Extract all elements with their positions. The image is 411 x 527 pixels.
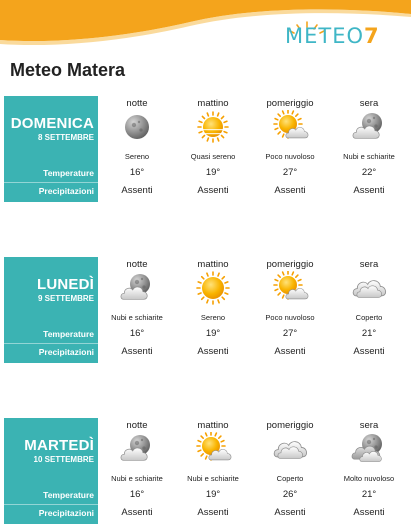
period-label: sera	[359, 98, 379, 109]
precipitation-value: Assenti	[353, 346, 385, 357]
forecast-slot-mattino	[175, 257, 251, 363]
day-name: LUNEDÌ	[36, 276, 94, 293]
condition-text: Coperto	[355, 313, 383, 322]
temperature-value: 21°	[361, 489, 377, 500]
condition-text: Nubi e schiarite	[343, 152, 395, 161]
condition-text: Coperto	[276, 474, 304, 483]
precipitation-value: Assenti	[274, 185, 306, 196]
precipitation-value: Assenti	[197, 507, 229, 518]
precipitation-value: Assenti	[121, 185, 153, 196]
condition-text: Poco nuvoloso	[265, 313, 315, 322]
precipitation-value: Assenti	[121, 507, 153, 518]
temperature-value: 27°	[282, 167, 298, 178]
cloud-icon	[350, 271, 388, 305]
temperature-value: 19°	[205, 167, 221, 178]
temperature-label: Temperature	[43, 490, 94, 500]
precipitation-label: Precipitazioni	[38, 347, 94, 357]
temperature-value: 16°	[129, 328, 145, 339]
temperature-value: 27°	[282, 328, 298, 339]
day-label-panel	[4, 96, 98, 202]
header	[0, 0, 411, 50]
sun-cloud-icon	[271, 271, 309, 305]
forecast-slot-notte	[99, 96, 175, 202]
period-label: pomeriggio	[266, 259, 314, 270]
condition-text: Nubi e schiarite	[111, 474, 163, 483]
temperature-value: 19°	[205, 489, 221, 500]
day-block	[0, 96, 411, 202]
day-label-panel	[4, 257, 98, 363]
period-label: sera	[359, 259, 379, 270]
moon-clear-icon	[118, 110, 156, 144]
temperature-value: 26°	[282, 489, 298, 500]
forecast-slot-sera	[331, 257, 407, 363]
period-label: notte	[126, 420, 148, 431]
sun-hazy-icon	[194, 110, 232, 144]
precipitation-value: Assenti	[197, 185, 229, 196]
day-date: 8 SETTEMBRE	[37, 133, 94, 142]
forecast-slot-mattino	[175, 96, 251, 202]
period-label: mattino	[197, 98, 229, 109]
precipitation-label: Precipitazioni	[38, 508, 94, 518]
temperature-label: Temperature	[43, 329, 94, 339]
condition-text: Nubi e schiarite	[111, 313, 163, 322]
period-label: sera	[359, 420, 379, 431]
precipitation-value: Assenti	[353, 507, 385, 518]
page-title: Meteo Matera	[10, 60, 126, 80]
forecast-slot-sera	[331, 418, 407, 524]
forecast-slot-pomeriggio	[252, 418, 328, 524]
sun-icon	[194, 271, 232, 305]
precipitation-value: Assenti	[353, 185, 385, 196]
moon-heavy-cloud-icon	[350, 432, 388, 466]
forecast-slot-notte	[99, 418, 175, 524]
forecast-slot-pomeriggio	[252, 257, 328, 363]
logo-text-main: METEO	[285, 24, 365, 48]
day-name: DOMENICA	[10, 115, 94, 132]
period-label: mattino	[197, 259, 229, 270]
row-divider	[4, 182, 98, 183]
period-label: pomeriggio	[266, 98, 314, 109]
day-label-panel	[4, 418, 98, 524]
logo-text-seven: 7	[364, 24, 380, 48]
condition-text: Nubi e schiarite	[187, 474, 239, 483]
condition-text: Molto nuvoloso	[343, 474, 395, 483]
day-block	[0, 418, 411, 524]
sun-cloud-icon	[271, 110, 309, 144]
precipitation-value: Assenti	[121, 346, 153, 357]
cloud-icon	[271, 432, 309, 466]
day-date: 10 SETTEMBRE	[33, 455, 94, 464]
forecast-slot-mattino	[175, 418, 251, 524]
day-date: 9 SETTEMBRE	[37, 294, 94, 303]
temperature-value: 16°	[129, 167, 145, 178]
period-label: pomeriggio	[266, 420, 314, 431]
moon-cloud-icon	[118, 432, 156, 466]
precipitation-value: Assenti	[274, 346, 306, 357]
temperature-value: 19°	[205, 328, 221, 339]
precipitation-label: Precipitazioni	[38, 186, 94, 196]
logo-text	[285, 24, 380, 48]
temperature-value: 16°	[129, 489, 145, 500]
forecast-slot-pomeriggio	[252, 96, 328, 202]
temperature-value: 22°	[361, 167, 377, 178]
temperature-value: 21°	[361, 328, 377, 339]
condition-text: Poco nuvoloso	[265, 152, 315, 161]
period-label: notte	[126, 259, 148, 270]
forecast-slot-notte	[99, 257, 175, 363]
condition-text: Sereno	[200, 313, 226, 322]
precipitation-value: Assenti	[197, 346, 229, 357]
condition-text: Quasi sereno	[190, 152, 236, 161]
period-label: notte	[126, 98, 148, 109]
period-label: mattino	[197, 420, 229, 431]
sun-cloud-icon	[194, 432, 232, 466]
day-block	[0, 257, 411, 363]
row-divider	[4, 343, 98, 344]
day-name: MARTEDÌ	[24, 437, 94, 454]
row-divider	[4, 504, 98, 505]
forecast-slot-sera	[331, 96, 407, 202]
condition-text: Sereno	[124, 152, 150, 161]
temperature-label: Temperature	[43, 168, 94, 178]
moon-cloud-icon	[350, 110, 388, 144]
moon-cloud-icon	[118, 271, 156, 305]
precipitation-value: Assenti	[274, 507, 306, 518]
